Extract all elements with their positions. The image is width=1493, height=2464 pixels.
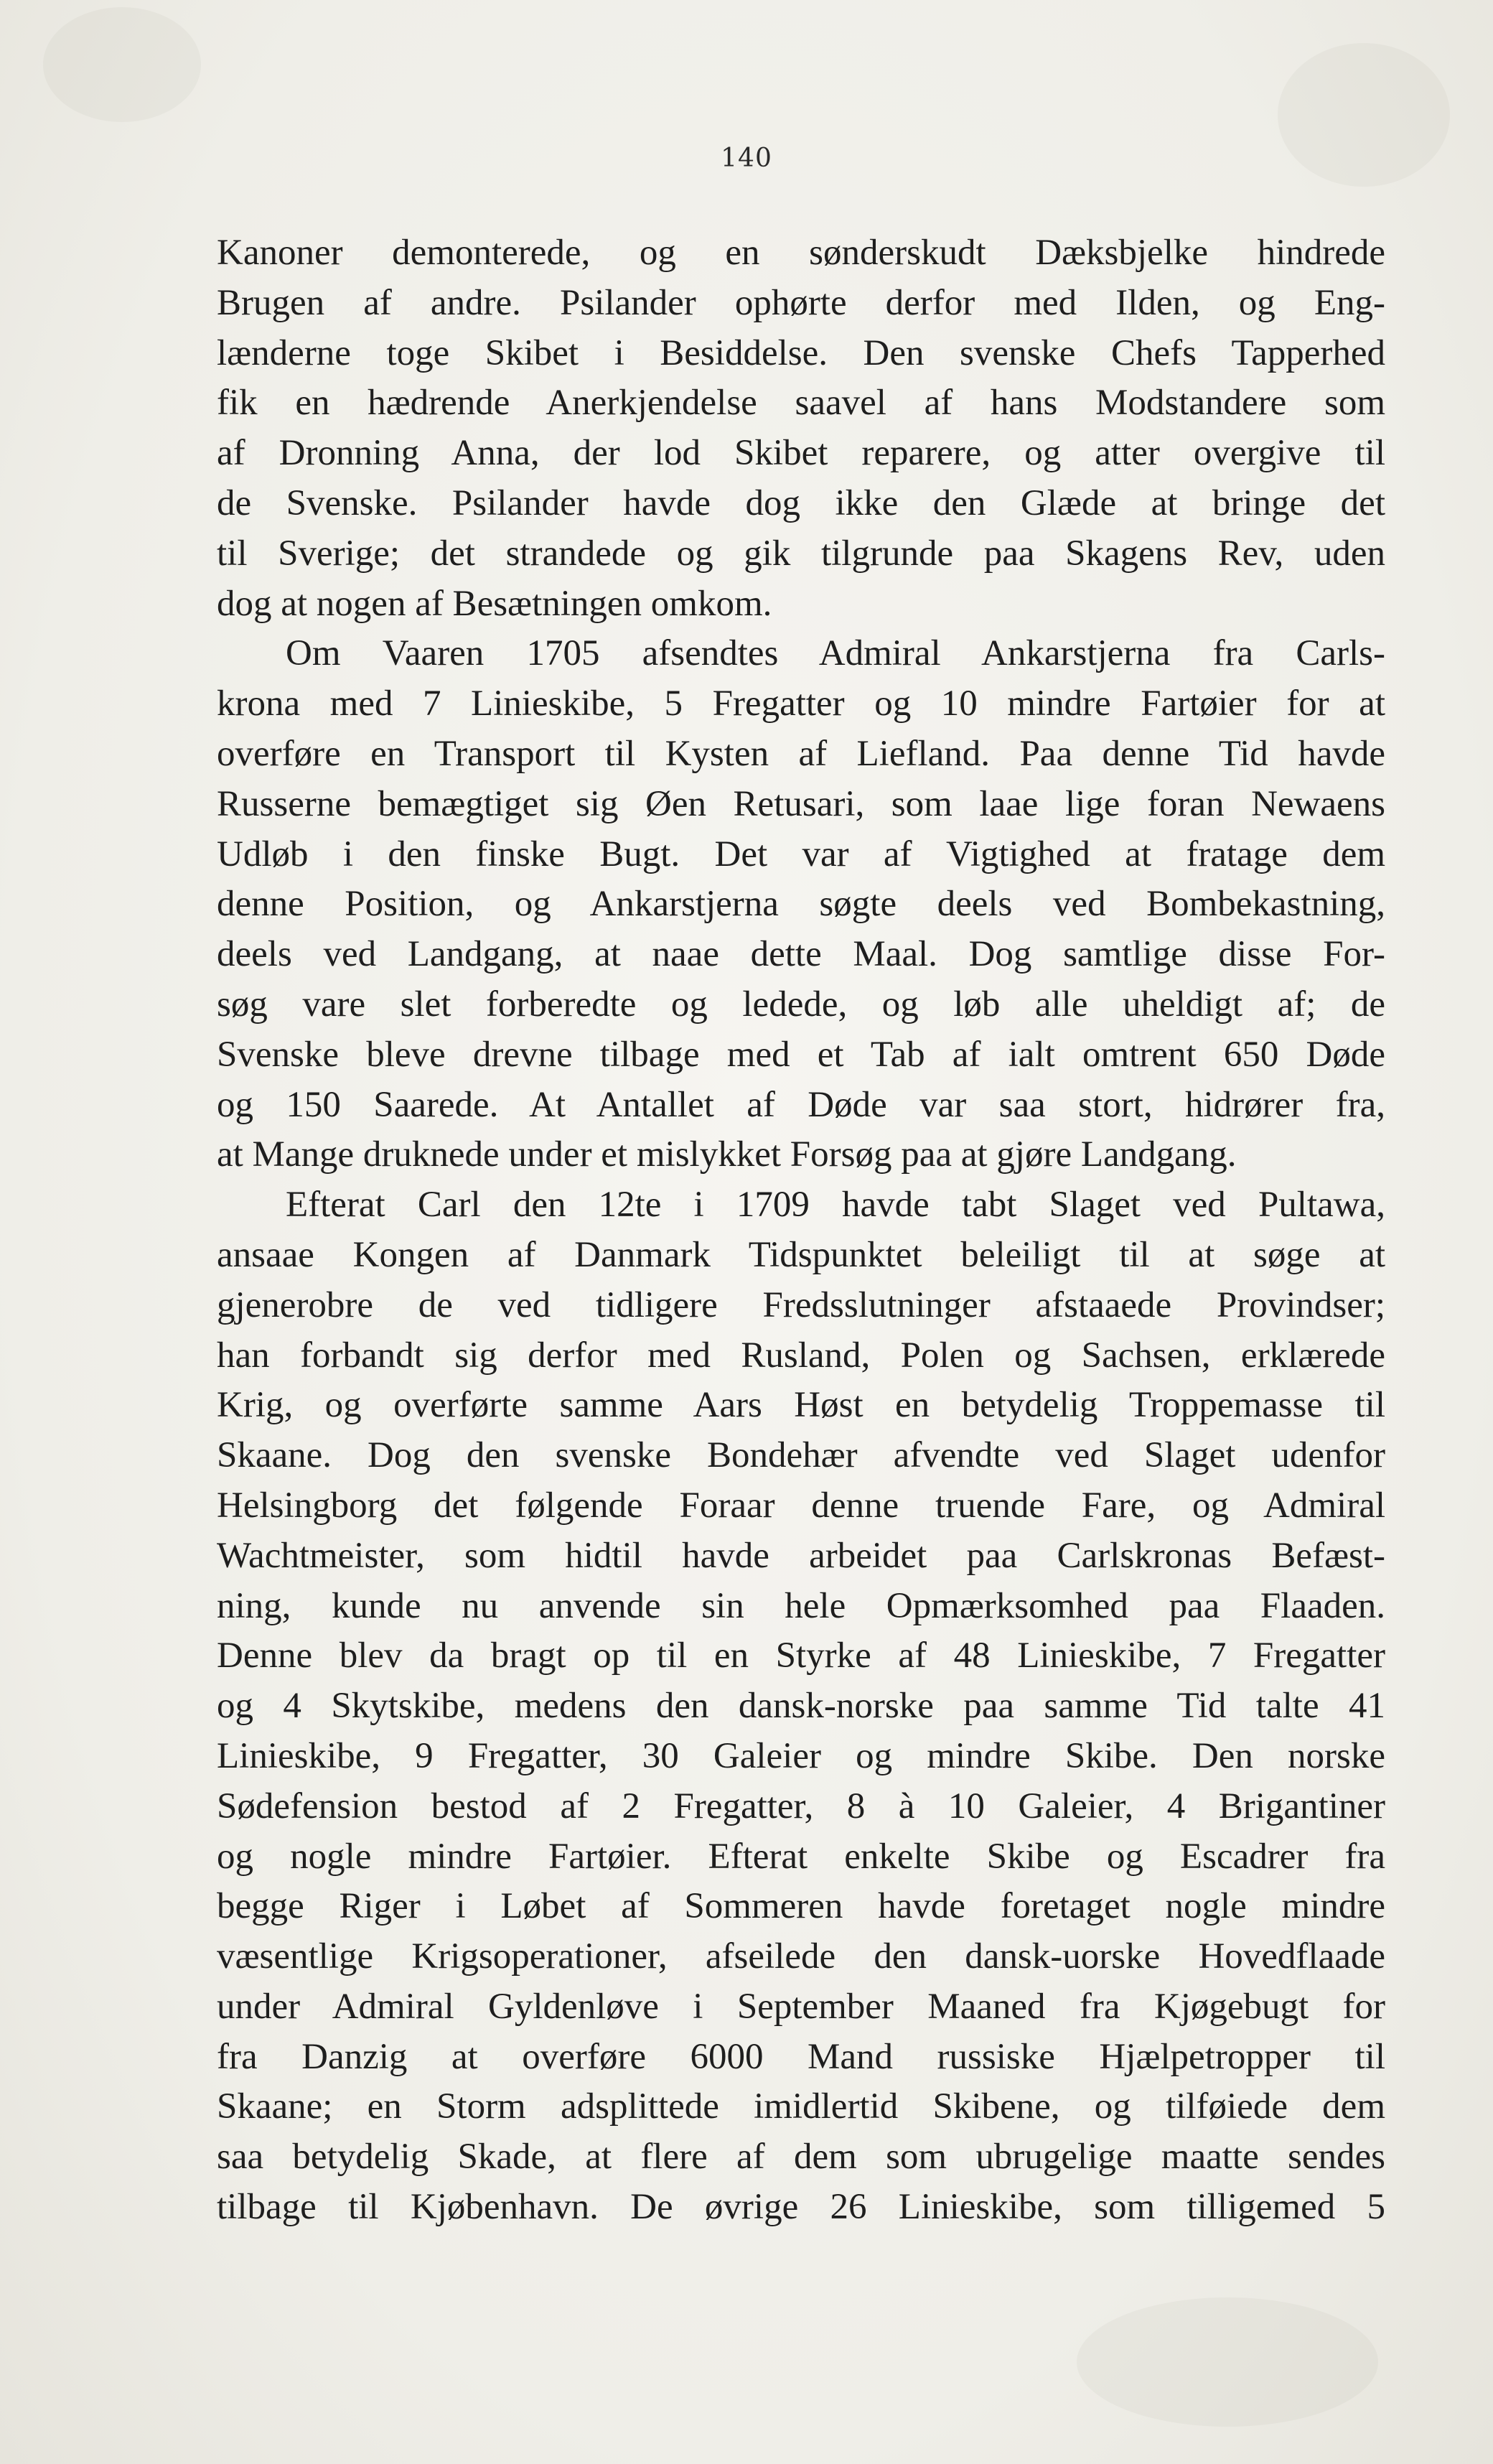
paragraph [217, 629, 1385, 1180]
text-line: fik en hædrende Anerkjendelse saavel af hans Modstandere som [217, 383, 1385, 424]
text-line: Krig, og overførte samme Aars Høst en betydelig Troppemasse til [217, 1385, 1385, 1426]
text-line: Linieskibe, 9 Fregatter, 30 Galeier og mindre Skibe. Den norske [217, 1735, 1385, 1776]
text-line: under Admiral Gyldenløve i September Maaned fra Kjøgebugt for [217, 1986, 1385, 2027]
text-line: Wachtmeister, som hidtil havde arbeidet paa Carlskronas Befæst- [217, 1535, 1385, 1576]
text-line: dog at nogen af Besætningen omkom. [217, 583, 772, 624]
page-number: 140 [721, 144, 772, 173]
text-line: at Mange druknede under et mislykket Forsøg paa at gjøre Landgang. [217, 1134, 1237, 1175]
body-text [217, 228, 1385, 2233]
text-line: og nogle mindre Fartøier. Efterat enkelte Skibe og Escadrer fra [217, 1836, 1385, 1877]
text-line: saa betydelig Skade, at flere af dem som ubrugelige maatte sendes [217, 2137, 1385, 2178]
text-line: Kanoner demonterede, og en sønderskudt Dæksbjelke hindrede [217, 233, 1385, 273]
text-line: begge Riger i Løbet af Sommeren havde foretaget nogle mindre [217, 1886, 1385, 1927]
text-line: af Dronning Anna, der lod Skibet reparere, og atter overgive til [217, 433, 1385, 474]
paper-smudge [1077, 2297, 1378, 2427]
text-line: Om Vaaren 1705 afsendtes Admiral Ankarstjerna fra Carls- [286, 633, 1385, 674]
text-line: Sødefension bestod af 2 Fregatter, 8 à 10 Galeier, 4 Brigantiner [217, 1786, 1385, 1826]
text-line: gjenerobre de ved tidligere Fredsslutninger afstaaede Provindser; [217, 1284, 1385, 1325]
text-line: Efterat Carl den 12te i 1709 havde tabt Slaget ved Pultawa, [286, 1185, 1385, 1226]
text-line: væsentlige Krigsoperationer, afseilede den dansk-uorske Hovedflaade [217, 1936, 1385, 1977]
text-line: Udløb i den finske Bugt. Det var af Vigtighed at fratage dem [217, 834, 1385, 874]
text-line: og 4 Skytskibe, medens den dansk-norske paa samme Tid talte 41 [217, 1686, 1385, 1727]
paragraph [217, 1180, 1385, 2233]
text-line: fra Danzig at overføre 6000 Mand russiske Hjælpetropper til [217, 2036, 1385, 2077]
text-line: denne Position, og Ankarstjerna søgte deels ved Bombekastning, [217, 884, 1385, 925]
text-line: deels ved Landgang, at naae dette Maal. Dog samtlige disse For- [217, 934, 1385, 975]
text-line: og 150 Saarede. At Antallet af Døde var saa stort, hidrører fra, [217, 1084, 1385, 1125]
text-line: ning, kunde nu anvende sin hele Opmærksomhed paa Flaaden. [217, 1585, 1385, 1626]
text-line: Denne blev da bragt op til en Styrke af 48 Linieskibe, 7 Fregatter [217, 1635, 1385, 1676]
paragraph [217, 228, 1385, 629]
text-line: Helsingborg det følgende Foraar denne truende Fare, og Admiral [217, 1485, 1385, 1526]
text-line: de Svenske. Psilander havde dog ikke den Glæde at bringe det [217, 482, 1385, 523]
text-line: krona med 7 Linieskibe, 5 Fregatter og 10 mindre Fartøier for at [217, 683, 1385, 724]
text-line: Skaane. Dog den svenske Bondehær afvendte ved Slaget udenfor [217, 1435, 1385, 1476]
text-line: tilbage til Kjøbenhavn. De øvrige 26 Linieskibe, som tilligemed 5 [217, 2187, 1385, 2228]
text-line: overføre en Transport til Kysten af Liefland. Paa denne Tid havde [217, 733, 1385, 774]
text-line: til Sverige; det strandede og gik tilgrunde paa Skagens Rev, uden [217, 533, 1385, 574]
text-line: Skaane; en Storm adsplittede imidlertid Skibene, og tilføiede dem [217, 2086, 1385, 2127]
text-line: ansaae Kongen af Danmark Tidspunktet beleiligt til at søge at [217, 1234, 1385, 1275]
paper-smudge [43, 7, 201, 122]
text-line: Svenske bleve drevne tilbage med et Tab af ialt omtrent 650 Døde [217, 1034, 1385, 1075]
text-line: Brugen af andre. Psilander ophørte derfor med Ilden, og Eng- [217, 282, 1385, 323]
text-line: lænderne toge Skibet i Besiddelse. Den svenske Chefs Tapperhed [217, 332, 1385, 373]
text-line: søg vare slet forberedte og ledede, og løb alle uheldigt af; de [217, 984, 1385, 1025]
text-line: han forbandt sig derfor med Rusland, Polen og Sachsen, erklærede [217, 1335, 1385, 1376]
text-line: Russerne bemægtiget sig Øen Retusari, som laae lige foran Newaens [217, 783, 1385, 824]
